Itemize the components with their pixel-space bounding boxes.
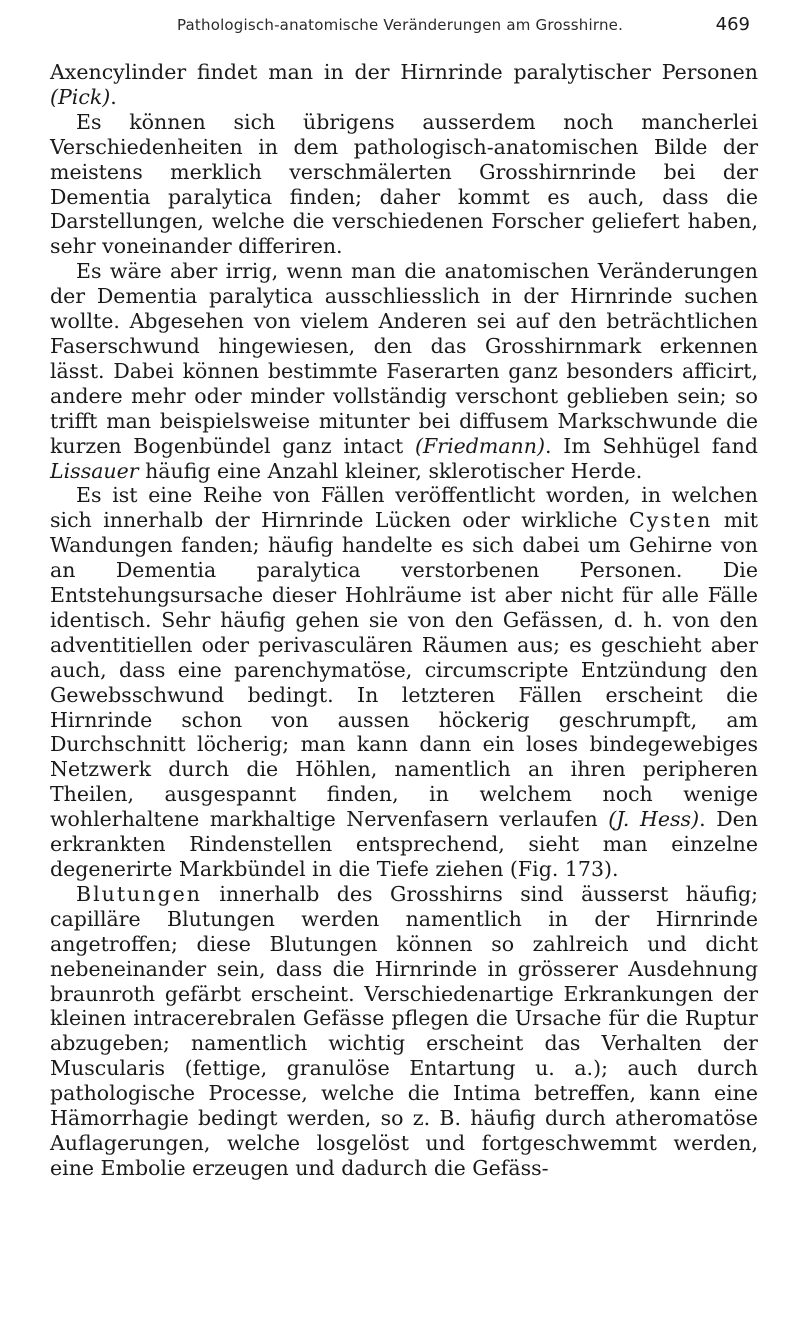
text-span: Es wäre aber irrig, wenn man die anatomischen Veränderungen der Dementia paralytica ausschliesslich in der Hirnrinde suchen wollte. Abgesehen von vielem Anderen sei auf den beträchtlichen Faserschwund hingewiesen, den das Grosshirnmark erkennen lässt. Dabei können bestimmte Faserarten ganz besonders afficirt, andere mehr oder minder vollständig verschont geblieben sein; so trifft man beispielsweise mitunter bei diffusem Markschwunde die kurzen Bogenbündel ganz intact [50, 259, 758, 458]
paragraph-1 [50, 60, 758, 110]
text-span: Es können sich übrigens ausserdem noch mancherlei Verschiedenheiten in dem pathologisch-anatomischen Bilde der meistens merklich verschmälerten Grosshirnrinde bei der Dementia paralytica finden; daher kommt es auch, dass die Darstellungen, welche die verschiedenen Forscher geliefert haben, sehr voneinander differiren. [50, 109, 758, 259]
text-span: Axencylinder findet man in der Hirnrinde paralytischer Personen [50, 60, 758, 84]
citation-friedmann: (Friedmann) [415, 433, 545, 458]
term-cysten: Cysten [628, 508, 713, 533]
body-text [50, 60, 758, 1181]
text-span: Es ist eine Reihe von Fällen veröffentlicht worden, in welchen sich innerhalb der Hirnrinde Lücken oder wirkliche [50, 483, 758, 533]
header-title: Pathologisch-anatomische Veränderungen am Grosshirne. [176, 16, 624, 34]
text-span: häufig eine Anzahl kleiner, sklerotischer Herde. [138, 458, 643, 483]
paragraph-4 [50, 483, 758, 882]
paragraph-2 [50, 110, 758, 259]
term-blutungen: Blutungen [76, 881, 202, 906]
citation-lissauer: Lissauer [50, 458, 139, 483]
text-span: . Im Sehhügel fand [544, 433, 758, 458]
running-header [0, 14, 800, 44]
citation-hess: (J. Hess) [608, 807, 700, 832]
citation-pick: (Pick) [50, 84, 111, 109]
page-number: 469 [715, 14, 750, 35]
text-span: innerhalb des Grosshirns sind äusserst häufig; capilläre Blutungen werden namentlich in der Hirnrinde angetroffen; diese Blutungen können so zahlreich und dicht nebeneinander sein, dass die Hirnrinde in grösserer Ausdehnung braunroth gefärbt erscheint. Verschiedenartige Erkrankungen der kleinen intracerebralen Gefässe pflegen die Ursache für die Ruptur abzugeben; namentlich wichtig erscheint das Verhalten der Muscularis (fettige, granulöse Entartung u. a.); auch durch pathologische Processe, welche die Intima betreffen, kann eine Hämorrhagie bedingt werden, so z. B. häufig durch atheromatöse Auflagerungen, welche losgelöst und fortgeschwemmt werden, eine Embolie erzeugen und dadurch die Gefäss- [50, 881, 758, 1180]
paragraph-5 [50, 882, 758, 1181]
paragraph-3 [50, 259, 758, 483]
text-span: mit Wandungen fanden; häufig handelte es sich dabei um Gehirne von an Dementia paralytica verstorbenen Personen. Die Entstehungsursache dieser Hohlräume ist aber nicht für alle Fälle identisch. Sehr häufig gehen sie von den Gefässen, d. h. von den adventitiellen oder perivasculären Räumen aus; es geschieht aber auch, dass eine parenchymatöse, circumscripte Entzündung den Gewebsschwund bedingt. In letzteren Fällen erscheint die Hirnrinde schon von aussen höckerig geschrumpft, am Durchschnitt löcherig; man kann dann ein loses bindegewebiges Netzwerk durch die Höhlen, namentlich an ihren peripheren Theilen, ausgespannt finden, in welchem noch wenige wohlerhaltene markhaltige Nervenfasern verlaufen [50, 508, 758, 832]
text-span: . [110, 84, 117, 109]
text-span: . Den erkrankten Rindenstellen entsprechend, sieht man einzelne degenerirte Markbündel in die Tiefe ziehen (Fig. 173). [50, 807, 758, 881]
